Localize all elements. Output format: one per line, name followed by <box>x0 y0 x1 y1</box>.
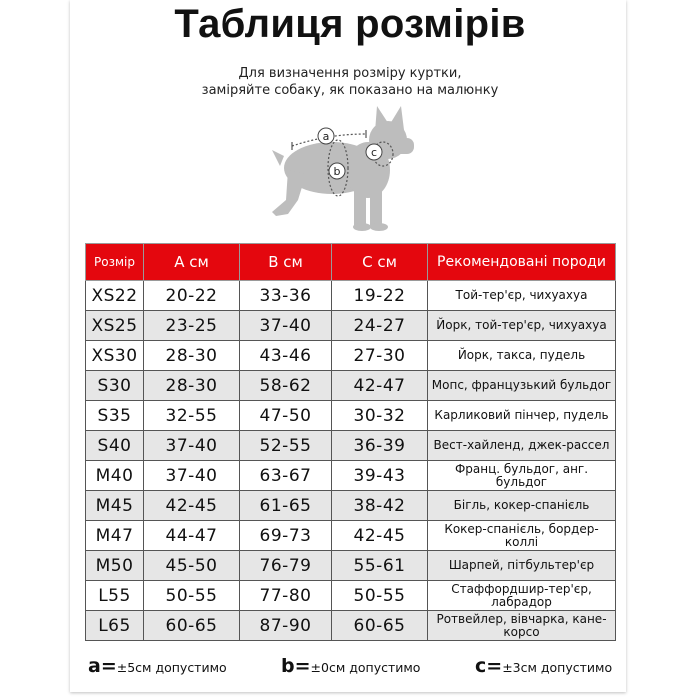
b-cm-cell: 43-46 <box>240 341 332 371</box>
b-cm-cell: 37-40 <box>240 311 332 341</box>
instructions-line-2: заміряйте собаку, як показано на малюнку <box>201 83 499 98</box>
breeds-cell: Стаффордшир-тер'єр, лабрадор <box>428 581 616 611</box>
a-cm-cell: 45-50 <box>144 551 240 581</box>
breeds-cell: Шарпей, пітбультер'єр <box>428 551 616 581</box>
breeds-cell: Карликовий пінчер, пудель <box>428 401 616 431</box>
a-cm-cell: 23-25 <box>144 311 240 341</box>
header-a-cm: А см <box>144 244 240 281</box>
tolerance-c <box>475 655 612 677</box>
size-cell: S30 <box>86 371 144 401</box>
c-cm-cell: 55-61 <box>332 551 428 581</box>
size-cell: XS22 <box>86 281 144 311</box>
instructions <box>0 65 700 99</box>
tolerance-c-text: ±3см допустимо <box>502 660 613 675</box>
breeds-cell: Франц. бульдог, анг. бульдог <box>428 461 616 491</box>
size-table <box>85 243 616 641</box>
a-cm-cell: 50-55 <box>144 581 240 611</box>
label-c: c <box>370 146 378 159</box>
b-cm-cell: 87-90 <box>240 611 332 641</box>
b-cm-cell: 63-67 <box>240 461 332 491</box>
a-cm-cell: 60-65 <box>144 611 240 641</box>
table-row <box>86 491 616 521</box>
label-a: a <box>322 130 330 143</box>
breeds-cell: Йорк, такса, пудель <box>428 341 616 371</box>
page-title: Таблиця розмірів <box>174 2 526 46</box>
b-cm-cell: 33-36 <box>240 281 332 311</box>
b-cm-cell: 58-62 <box>240 371 332 401</box>
instructions-line-1: Для визначення розміру куртки, <box>238 66 462 81</box>
c-cm-cell: 42-45 <box>332 521 428 551</box>
c-cm-cell: 27-30 <box>332 341 428 371</box>
c-cm-cell: 39-43 <box>332 461 428 491</box>
size-cell: S40 <box>86 431 144 461</box>
b-cm-cell: 77-80 <box>240 581 332 611</box>
table-row <box>86 401 616 431</box>
c-cm-cell: 30-32 <box>332 401 428 431</box>
table-row <box>86 341 616 371</box>
size-cell: S35 <box>86 401 144 431</box>
table-row <box>86 311 616 341</box>
tolerance-b-key: b= <box>281 655 311 677</box>
c-cm-cell: 24-27 <box>332 311 428 341</box>
breeds-cell: Ротвейлер, вівчарка, кане-корсо <box>428 611 616 641</box>
c-cm-cell: 38-42 <box>332 491 428 521</box>
a-cm-cell: 32-55 <box>144 401 240 431</box>
tolerance-b <box>281 655 420 677</box>
table-row <box>86 581 616 611</box>
tolerance-a-key: a= <box>88 655 117 677</box>
a-cm-cell: 44-47 <box>144 521 240 551</box>
c-cm-cell: 19-22 <box>332 281 428 311</box>
size-cell: M45 <box>86 491 144 521</box>
tolerance-a <box>88 655 227 677</box>
dog-silhouette-icon <box>258 104 428 232</box>
size-cell: M40 <box>86 461 144 491</box>
a-cm-cell: 37-40 <box>144 431 240 461</box>
table-row <box>86 461 616 491</box>
tolerance-b-text: ±0см допустимо <box>310 660 421 675</box>
c-cm-cell: 60-65 <box>332 611 428 641</box>
tolerance-a-text: ±5см допустимо <box>116 660 227 675</box>
a-cm-cell: 28-30 <box>144 371 240 401</box>
a-cm-cell: 28-30 <box>144 341 240 371</box>
breeds-cell: Вест-хайленд, джек-рассел <box>428 431 616 461</box>
size-cell: L65 <box>86 611 144 641</box>
table-row <box>86 431 616 461</box>
c-cm-cell: 50-55 <box>332 581 428 611</box>
b-cm-cell: 76-79 <box>240 551 332 581</box>
header-breeds: Рекомендовані породи <box>428 244 616 281</box>
a-cm-cell: 42-45 <box>144 491 240 521</box>
size-cell: XS30 <box>86 341 144 371</box>
a-cm-cell: 20-22 <box>144 281 240 311</box>
table-row <box>86 521 616 551</box>
size-cell: XS25 <box>86 311 144 341</box>
header-b-cm: В см <box>240 244 332 281</box>
b-cm-cell: 61-65 <box>240 491 332 521</box>
table-row <box>86 371 616 401</box>
table-header-row <box>86 244 616 281</box>
table-row <box>86 611 616 641</box>
breeds-cell: Йорк, той-тер'єр, чихуахуа <box>428 311 616 341</box>
a-cm-cell: 37-40 <box>144 461 240 491</box>
table-row <box>86 281 616 311</box>
label-b: b <box>333 165 341 178</box>
size-cell: M47 <box>86 521 144 551</box>
breeds-cell: Бігль, кокер-спанієль <box>428 491 616 521</box>
breeds-cell: Той-тер'єр, чихуахуа <box>428 281 616 311</box>
tolerance-c-key: c= <box>475 655 503 677</box>
table-row <box>86 551 616 581</box>
header-c-cm: С см <box>332 244 428 281</box>
size-cell: M50 <box>86 551 144 581</box>
breeds-cell: Кокер-спанієль, бордер-коллі <box>428 521 616 551</box>
c-cm-cell: 36-39 <box>332 431 428 461</box>
breeds-cell: Мопс, французький бульдог <box>428 371 616 401</box>
b-cm-cell: 47-50 <box>240 401 332 431</box>
b-cm-cell: 52-55 <box>240 431 332 461</box>
header-size: Розмір <box>86 244 144 281</box>
size-cell: L55 <box>86 581 144 611</box>
c-cm-cell: 42-47 <box>332 371 428 401</box>
b-cm-cell: 69-73 <box>240 521 332 551</box>
